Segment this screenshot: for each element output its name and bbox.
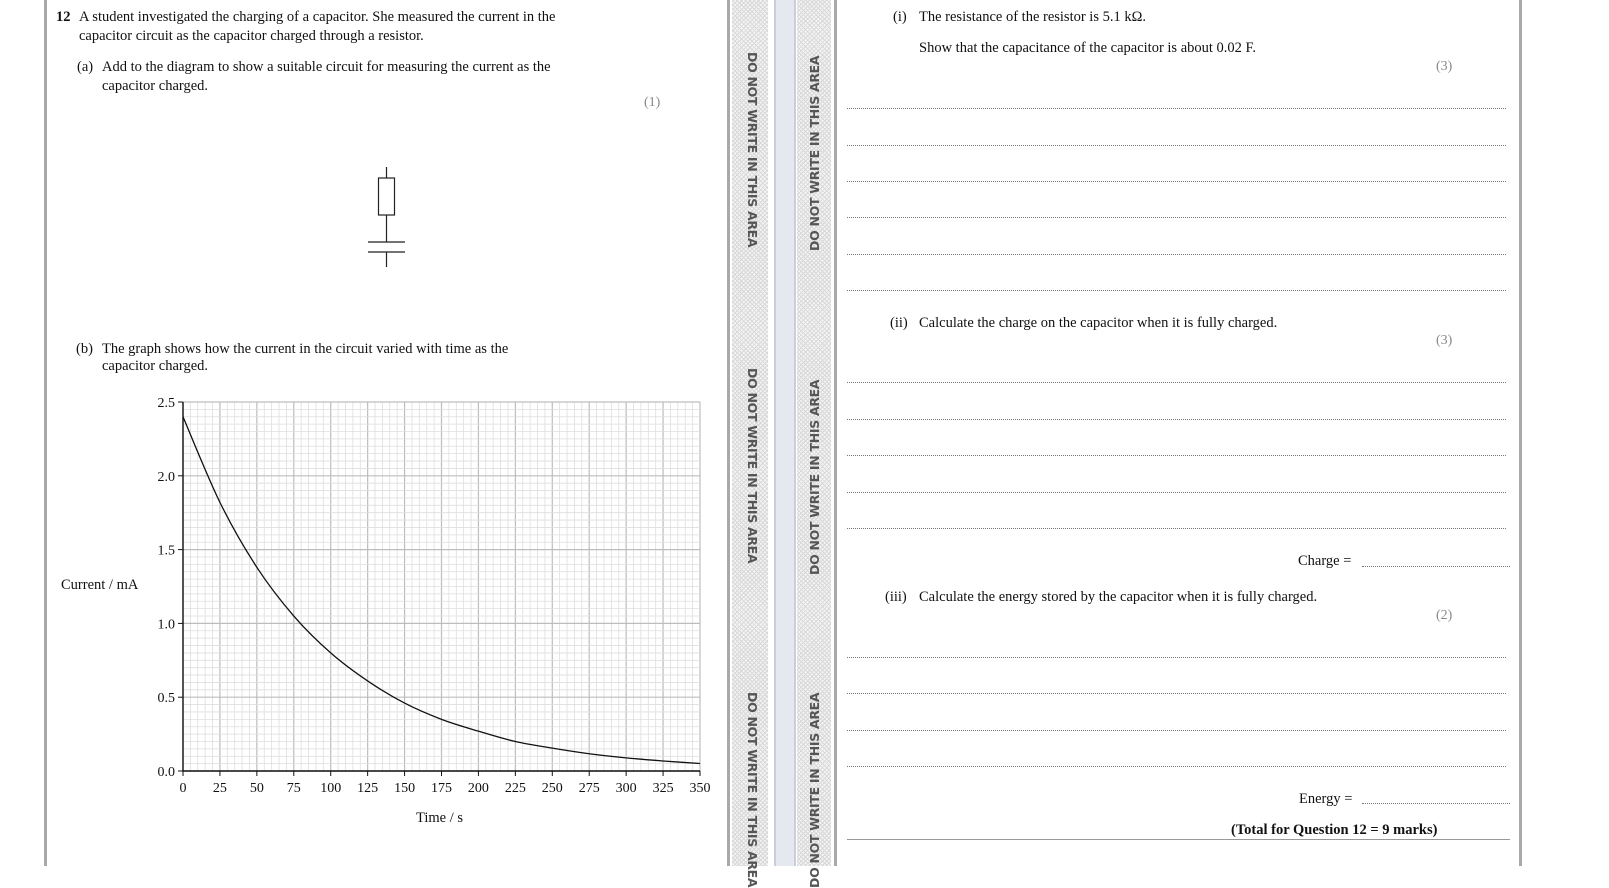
answer-line[interactable] <box>847 108 1506 109</box>
part-a-text: capacitor charged. <box>102 77 208 95</box>
x-axis-label: Time / s <box>416 809 463 827</box>
y-tick-label: 0.0 <box>158 765 176 780</box>
x-tick-label: 350 <box>690 781 711 796</box>
y-tick-label: 0.5 <box>158 691 176 706</box>
question-end-rule <box>847 839 1510 840</box>
answer-line[interactable] <box>847 693 1506 694</box>
x-tick-label: 300 <box>616 781 637 796</box>
answer-line[interactable] <box>847 528 1506 529</box>
part-a-label: (a) <box>77 58 93 76</box>
part-iii-text: Calculate the energy stored by the capacitor when it is fully charged. <box>919 588 1317 606</box>
right-page-right-border <box>1519 0 1522 866</box>
x-tick-label: 175 <box>431 781 452 796</box>
answer-line[interactable] <box>847 290 1506 291</box>
y-tick-label: 2.0 <box>158 470 176 485</box>
x-tick-label: 250 <box>542 781 563 796</box>
part-a-text: Add to the diagram to show a suitable circuit for measuring the current as the <box>102 58 551 76</box>
answer-line[interactable] <box>847 455 1506 456</box>
part-ii-text: Calculate the charge on the capacitor when it is fully charged. <box>919 314 1277 332</box>
question-intro: capacitor circuit as the capacitor charged through a resistor. <box>79 27 424 45</box>
answer-line[interactable] <box>847 382 1506 383</box>
margin-warning: DO NOT WRITE IN THIS AREA <box>807 56 822 251</box>
x-tick-label: 0 <box>180 781 187 796</box>
part-i-text: Show that the capacitance of the capacitor is about 0.02 F. <box>919 39 1256 57</box>
charge-answer-label: Charge = <box>1298 552 1351 570</box>
part-iii-label: (iii) <box>885 588 907 606</box>
energy-answer-field[interactable] <box>1362 803 1510 804</box>
part-i-label: (i) <box>893 8 907 26</box>
part-ii-marks: (3) <box>1436 333 1452 349</box>
answer-line[interactable] <box>847 145 1506 146</box>
question-intro: A student investigated the charging of a capacitor. She measured the current in the <box>79 8 555 26</box>
y-tick-label: 2.5 <box>158 396 176 411</box>
part-a-marks: (1) <box>644 95 660 111</box>
answer-line[interactable] <box>847 419 1506 420</box>
answer-line[interactable] <box>847 181 1506 182</box>
x-tick-label: 150 <box>394 781 415 796</box>
part-i-marks: (3) <box>1436 59 1452 75</box>
right-page-left-border <box>834 0 837 866</box>
question-total: (Total for Question 12 = 9 marks) <box>1231 821 1437 839</box>
x-tick-label: 25 <box>213 781 227 796</box>
margin-strip-left <box>732 0 768 866</box>
answer-line[interactable] <box>847 657 1506 658</box>
answer-line[interactable] <box>847 254 1506 255</box>
margin-strip-right <box>797 0 831 866</box>
y-tick-label: 1.5 <box>158 544 176 559</box>
question-number: 12 <box>56 8 71 26</box>
answer-line[interactable] <box>847 730 1506 731</box>
y-axis-label: Current / mA <box>61 576 138 594</box>
part-b-label: (b) <box>76 340 93 358</box>
y-tick-label: 1.0 <box>158 617 176 632</box>
answer-line[interactable] <box>847 217 1506 218</box>
x-tick-label: 75 <box>287 781 301 796</box>
page-gap <box>774 0 796 866</box>
part-ii-label: (ii) <box>890 314 908 332</box>
margin-warning: DO NOT WRITE IN THIS AREA <box>745 52 760 247</box>
x-tick-label: 200 <box>468 781 489 796</box>
answer-line[interactable] <box>847 492 1506 493</box>
margin-warning: DO NOT WRITE IN THIS AREA <box>745 692 760 887</box>
charge-answer-field[interactable] <box>1362 566 1510 567</box>
margin-warning: DO NOT WRITE IN THIS AREA <box>807 693 822 888</box>
x-tick-label: 100 <box>320 781 341 796</box>
margin-warning: DO NOT WRITE IN THIS AREA <box>745 368 760 563</box>
part-b-text: capacitor charged. <box>102 357 208 375</box>
current-time-graph <box>0 0 730 866</box>
x-tick-label: 225 <box>505 781 526 796</box>
part-b-text: The graph shows how the current in the circuit varied with time as the <box>102 340 508 358</box>
x-tick-label: 50 <box>250 781 264 796</box>
answer-line[interactable] <box>847 766 1506 767</box>
x-tick-label: 275 <box>579 781 600 796</box>
x-tick-label: 325 <box>653 781 674 796</box>
part-iii-marks: (2) <box>1436 608 1452 624</box>
part-i-text: The resistance of the resistor is 5.1 kΩ. <box>919 8 1146 26</box>
x-tick-label: 125 <box>357 781 378 796</box>
margin-warning: DO NOT WRITE IN THIS AREA <box>807 380 822 575</box>
energy-answer-label: Energy = <box>1299 790 1352 808</box>
